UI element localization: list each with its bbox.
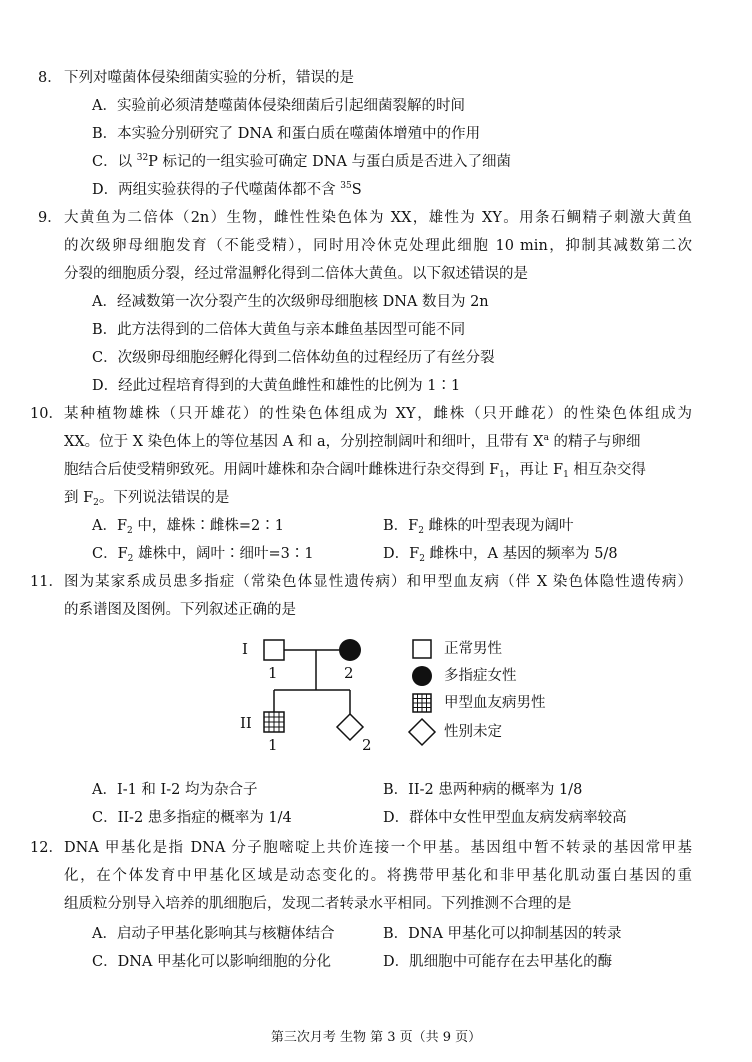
q10-stem-line2: XX。位于 X 染色体上的等位基因 A 和 a，分别控制阔叶和细叶，且带有 $X^a$ 的精子与卵细 (64, 433, 641, 450)
pedigree-ii1-hemophilia-male (264, 712, 284, 732)
legend-normal-male-label: 正常男性 (444, 641, 502, 657)
legend-normal-male-icon (413, 640, 431, 658)
legend-polydactyly-female-icon (412, 666, 432, 686)
q12-option-d: D．肌细胞中可能存在去甲基化的酶 (383, 954, 613, 970)
q10-stem-line4: 到 $F_2$。下列说法错误的是 (64, 490, 230, 508)
pedigree-figure (230, 630, 560, 760)
q9-option-d: D．经此过程培育得到的大黄鱼雌性和雄性的比例为 1∶1 (92, 378, 461, 394)
q11-stem-line2: 的系谱图及图例。下列叙述正确的是 (64, 602, 296, 618)
q11-option-a: A．I-1 和 I-2 均为杂合子 (92, 782, 258, 798)
pedigree-i2-affected-female (339, 639, 361, 661)
q9-option-b: B．此方法得到的二倍体大黄鱼与亲本雌鱼基因型可能不同 (92, 322, 466, 338)
legend-hemophilia-male-label: 甲型血友病男性 (444, 695, 546, 711)
q12-number: 12． (30, 840, 63, 856)
q8-option-b: B．本实验分别研究了 DNA 和蛋白质在噬菌体增殖中的作用 (92, 126, 481, 142)
q9-option-a: A．经减数第一次分裂产生的次级卵母细胞核 DNA 数目为 2n (92, 294, 489, 310)
pedigree-label-ii2: 2 (362, 736, 372, 754)
pedigree-label-ii1: 1 (268, 736, 278, 754)
q11-option-d: D．群体中女性甲型血友病发病率较高 (383, 810, 627, 826)
q8-option-a: A．实验前必须清楚噬菌体侵染细菌后引起细菌裂解的时间 (92, 98, 465, 114)
pedigree-generation-i: I (242, 640, 248, 658)
page-footer: 第三次月考 生物 第 3 页（共 9 页） (270, 1030, 482, 1045)
q12-stem-line1: DNA 甲基化是指 DNA 分子胞嘧啶上共价连接一个甲基。基因组中暂不转录的基因常甲基 (64, 840, 692, 856)
legend-polydactyly-female-label: 多指症女性 (444, 668, 517, 684)
q8-option-c: C．以 $^{32}$P 标记的一组实验可确定 DNA 与蛋白质是否进入了细菌 (92, 153, 512, 170)
q10-number: 10． (30, 406, 63, 422)
q10-stem-line1: 某种植物雄株（只开雄花）的性染色体组成为 XY，雌株（只开雌花）的性染色体组成为 (64, 406, 692, 422)
q12-stem-line2: 化，在个体发育中甲基化区域是动态变化的。将携带甲基化和非甲基化肌动蛋白基因的重 (64, 868, 692, 884)
q9-stem-line1: 大黄鱼为二倍体（2n）生物，雌性性染色体为 XX，雄性为 XY。用条石鲷精子刺激大黄鱼 (64, 210, 692, 226)
q9-stem-line2: 的次级卵母细胞发育（不能受精），同时用冷休克处理此细胞 10 min，抑制其减数第二次 (64, 238, 692, 254)
q12-option-b: B．DNA 甲基化可以抑制基因的转录 (383, 926, 622, 942)
q10-stem-line3: 胞结合后使受精卵致死。用阔叶雄株和杂合阔叶雌株进行杂交得到 $F_1$，再让 $F_1$ 相互杂交得 (64, 462, 646, 480)
q11-option-b: B．II-2 患两种病的概率为 1/8 (383, 782, 583, 798)
pedigree-label-i2: 2 (344, 664, 354, 682)
pedigree-ii2-unknown-diamond (337, 714, 363, 740)
q12-stem-line3: 组质粒分别导入培养的肌细胞后，发现二者转录水平相同。下列推测不合理的是 (64, 896, 572, 912)
q8-option-d: D．两组实验获得的子代噬菌体都不含 $^{35}$S (92, 181, 362, 198)
q10-option-d: D．$F_2$ 雌株中，A 基因的频率为 5/8 (383, 546, 618, 564)
legend-hemophilia-male-icon (413, 694, 431, 712)
q9-option-c: C．次级卵母细胞经孵化得到二倍体幼鱼的过程经历了有丝分裂 (92, 350, 495, 366)
q10-option-c: C．$F_2$ 雄株中，阔叶∶细叶=3∶1 (92, 546, 314, 564)
legend-sex-unknown-icon (409, 719, 435, 745)
q12-option-c: C．DNA 甲基化可以影响细胞的分化 (92, 954, 331, 970)
pedigree-label-i1: 1 (268, 664, 278, 682)
pedigree-generation-ii: II (240, 714, 252, 732)
q9-stem-line3: 分裂的细胞质分裂，经过常温孵化得到二倍体大黄鱼。以下叙述错误的是 (64, 266, 528, 282)
q8-number: 8． (38, 70, 62, 86)
q11-stem-line1: 图为某家系成员患多指症（常染色体显性遗传病）和甲型血友病（伴 X 染色体隐性遗传病） (64, 574, 692, 590)
q9-number: 9． (38, 210, 62, 226)
q10-option-b: B．$F_2$ 雌株的叶型表现为阔叶 (383, 518, 574, 536)
q11-number: 11． (30, 574, 63, 590)
q11-option-c: C．II-2 患多指症的概率为 1/4 (92, 810, 292, 826)
q12-option-a: A．启动子甲基化影响其与核糖体结合 (92, 926, 335, 942)
q8-stem: 下列对噬菌体侵染细菌实验的分析，错误的是 (64, 70, 354, 86)
pedigree-i1-male-square (264, 640, 284, 660)
legend-sex-unknown-label: 性别未定 (444, 724, 502, 740)
q10-option-a: A．$F_2$ 中，雄株∶雌株=2∶1 (92, 518, 284, 536)
